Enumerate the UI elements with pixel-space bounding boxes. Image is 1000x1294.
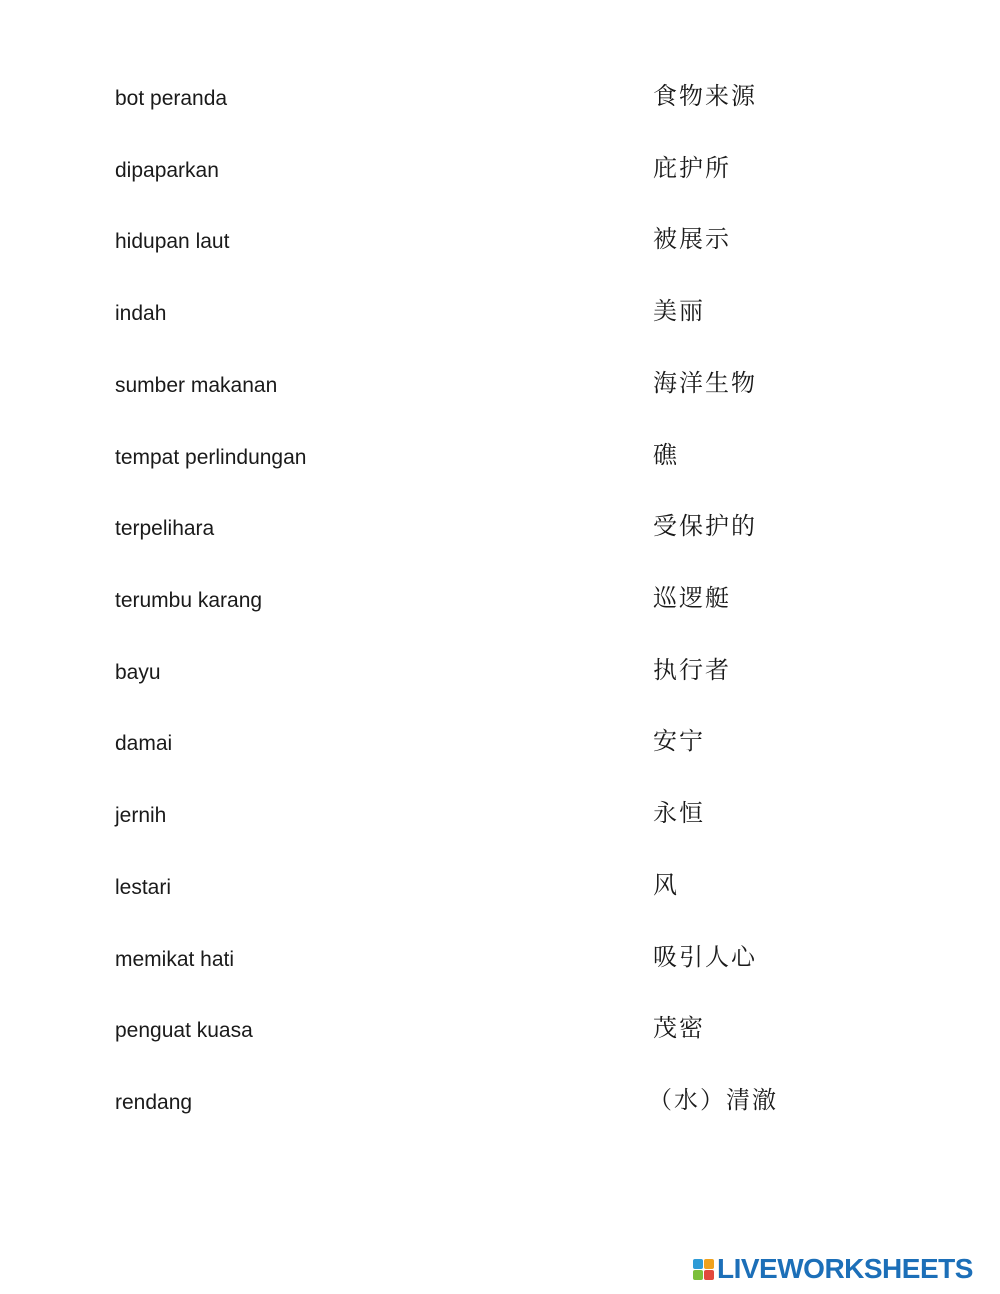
chinese-word: 风 [653, 871, 679, 899]
vocab-row [0, 868, 1000, 908]
vocab-row [0, 294, 1000, 334]
chinese-word: 巡逻艇 [653, 584, 731, 612]
chinese-word: 礁 [653, 441, 679, 469]
chinese-word: 海洋生物 [653, 369, 757, 397]
vocab-row [0, 724, 1000, 764]
malay-word: jernih [115, 804, 167, 827]
vocab-row [0, 366, 1000, 406]
malay-word: bayu [115, 661, 161, 684]
chinese-word: 永恒 [653, 799, 705, 827]
chinese-word: 食物来源 [653, 82, 757, 110]
logo-square-icon [693, 1270, 703, 1280]
malay-word: damai [115, 732, 173, 755]
liveworksheets-mark-icon [693, 1259, 714, 1280]
vocab-row [0, 509, 1000, 549]
vocab-row [0, 796, 1000, 836]
vocab-row [0, 151, 1000, 191]
chinese-word: 受保护的 [653, 512, 757, 540]
logo-text: LIVEWORKSHEETS [717, 1253, 973, 1284]
vocab-row [0, 1083, 1000, 1123]
liveworksheets-logo [693, 1254, 973, 1284]
logo-square-icon [704, 1259, 714, 1269]
vocab-row [0, 581, 1000, 621]
vocab-row [0, 438, 1000, 478]
malay-word: indah [115, 302, 167, 325]
chinese-word: 庇护所 [653, 154, 731, 182]
chinese-word: 茂密 [653, 1014, 705, 1042]
malay-word: memikat hati [115, 948, 235, 971]
logo-square-icon [704, 1270, 714, 1280]
chinese-word: 执行者 [653, 656, 731, 684]
malay-word: dipaparkan [115, 159, 219, 182]
malay-word: sumber makanan [115, 374, 278, 397]
vocab-row [0, 1011, 1000, 1051]
chinese-word: （水）清澈 [648, 1086, 778, 1114]
vocab-row [0, 940, 1000, 980]
malay-word: terpelihara [115, 517, 215, 540]
malay-word: tempat perlindungan [115, 446, 307, 469]
chinese-word: 美丽 [653, 297, 705, 325]
vocab-row [0, 222, 1000, 262]
logo-square-icon [693, 1259, 703, 1269]
malay-word: bot peranda [115, 87, 228, 110]
malay-word: hidupan laut [115, 230, 230, 253]
malay-word: rendang [115, 1091, 193, 1114]
malay-word: penguat kuasa [115, 1019, 253, 1042]
chinese-word: 吸引人心 [653, 943, 757, 971]
vocab-row [0, 653, 1000, 693]
malay-word: terumbu karang [115, 589, 263, 612]
malay-word: lestari [115, 876, 172, 899]
chinese-word: 安宁 [653, 727, 705, 755]
vocab-row [0, 79, 1000, 119]
chinese-word: 被展示 [653, 225, 731, 253]
